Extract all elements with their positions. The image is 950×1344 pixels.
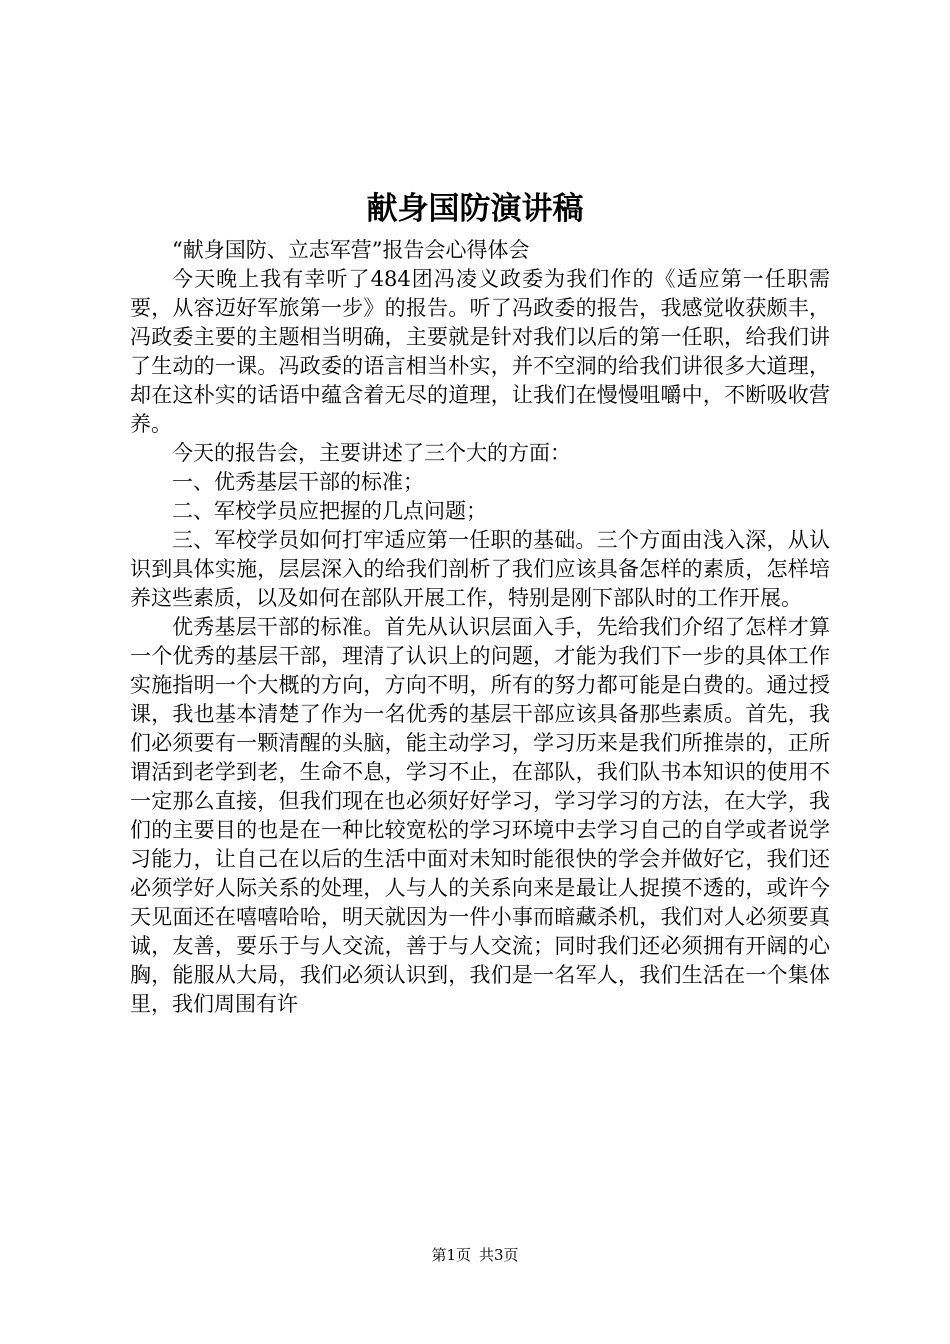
paragraph: 优秀基层干部的标准。首先从认识层面入手，先给我们介绍了怎样才算一个优秀的基层干部，理清了认识上的问题，才能为我们下一步的具体工作实施指明一个大概的方向，方向不明，所有的努力都可能是白费的。通过授课，我也基本清楚了作为一名优秀的基层干部应该具备那些素质。首先，我们必须要有一颗清醒的头脑，能主动学习，学习历来是我们所推崇的，正所谓活到老学到老，生命不息，学习不止，在部队，我们队书本知识的使用不一定那么直接，但我们现在也必须好好学习，学习学习的方法，在大学，我们的主要目的也是在一种比较宽松的学习环境中去学习自己的自学或者说学习能力，让自己在以后的生活中面对未知时能很快的学会并做好它，我们还必须学好人际关系的处理，人与人的关系向来是最让人捉摸不透的，或许今天见面还在嘻嘻哈哈，明天就因为一件小事而暗藏杀机，我们对人必须要真诚，友善，要乐于与人交流，善于与人交流；同时我们还必须拥有开阔的心胸，能服从大局，我们必须认识到，我们是一名军人，我们生活在一个集体里，我们周围有许 bbox=[130, 615, 830, 1016]
document-body bbox=[130, 236, 830, 1019]
paragraph: 今天的报告会，主要讲述了三个大的方面： bbox=[172, 441, 571, 465]
page-total: 共3页 bbox=[479, 1246, 519, 1264]
paragraph-list-item: 二、军校学员应把握的几点问题； bbox=[172, 499, 487, 523]
paragraph: 今天晚上我有幸听了484团冯凌义政委为我们作的《适应第一任职需要，从容迈好军旅第一步》的报告。听了冯政委的报告，我感觉收获颇丰，冯政委主要的主题相当明确，主要就是针对我们以后的第一任职，给我们讲了生动的一课。冯政委的语言相当朴实，并不空洞的给我们讲很多大道理，却在这朴实的话语中蕴含着无尽的道理，让我们在慢慢咀嚼中，不断吸收营养。 bbox=[130, 267, 830, 436]
page-footer bbox=[0, 1244, 950, 1266]
paragraph-list-item: 三、军校学员如何打牢适应第一任职的基础。三个方面由浅入深，从认识到具体实施，层层深入的给我们剖析了我们应该具备怎样的素质，怎样培养这些素质，以及如何在部队开展工作，特别是刚下部队时的工作开展。 bbox=[130, 528, 830, 610]
document-title: 献身国防演讲稿 bbox=[366, 191, 584, 227]
page-number: 第1页 bbox=[431, 1246, 471, 1264]
paragraph-list-item: 一、优秀基层干部的标准； bbox=[172, 470, 424, 494]
paragraph-subtitle: “献身国防、立志军营”报告会心得体会 bbox=[172, 238, 530, 262]
